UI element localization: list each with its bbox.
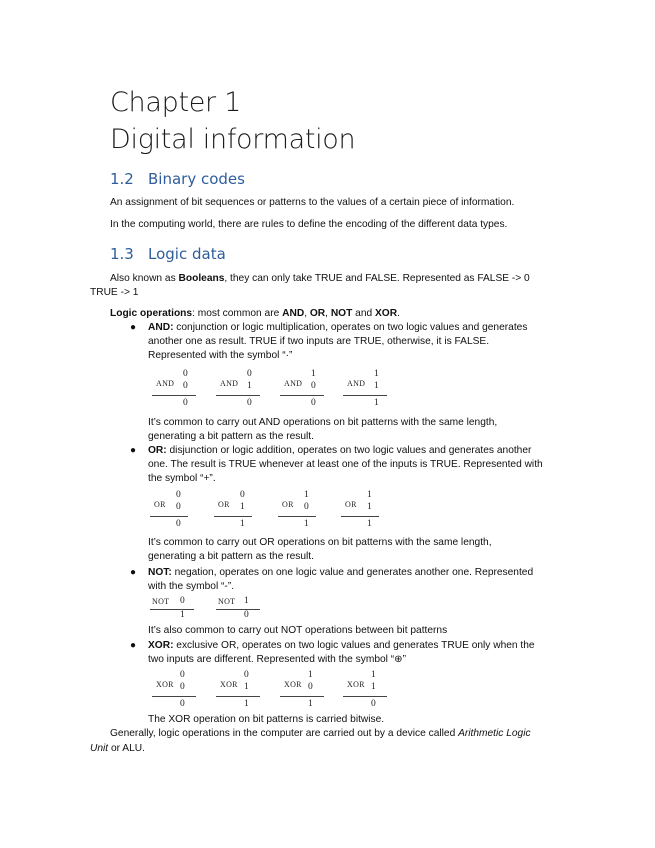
and-line-1 (148, 321, 527, 336)
table-op: NOT (218, 597, 236, 606)
table-result: 1 (304, 519, 309, 529)
binary-paragraph-1: An assignment of bit sequences or patterns to the values of a certain piece of information. (110, 197, 515, 208)
table-rule (280, 696, 324, 697)
booleans-intro (110, 272, 530, 287)
table-op: OR (154, 500, 166, 509)
bullet-glyph: ● (130, 567, 137, 578)
table-input-a: 1 (371, 670, 376, 680)
not-line-1 (148, 566, 533, 581)
or-text: disjunction or logic addition, operates on two logic values and generates another (166, 445, 532, 456)
table-op: NOT (152, 597, 170, 606)
and-truth-table-2 (216, 369, 260, 411)
logic-operations-line (110, 307, 400, 322)
table-input-b: 1 (247, 381, 252, 391)
closing-line-1 (110, 727, 531, 742)
table-input-a: 1 (244, 596, 249, 606)
ops-xor: XOR (375, 308, 398, 319)
table-input-b: 0 (311, 381, 316, 391)
alu-term-part-1: Arithmetic Logic (458, 728, 531, 739)
table-op: XOR (220, 680, 238, 689)
or-truth-table-4 (341, 490, 379, 532)
table-input-b: 0 (176, 502, 181, 512)
and-line-3: Represented with the symbol “·” (148, 350, 293, 361)
table-result: 1 (240, 519, 245, 529)
or-truth-table-2 (214, 490, 252, 532)
and-truth-table-4 (343, 369, 387, 411)
table-result: 0 (176, 519, 181, 529)
ops-sep: , (304, 308, 310, 319)
ops-text: : most common are (192, 308, 283, 319)
table-result: 0 (247, 398, 252, 408)
chapter-name: Digital information (110, 124, 356, 155)
table-rule (150, 516, 188, 517)
xor-truth-table-4 (343, 670, 387, 712)
or-truth-table-3 (278, 490, 316, 532)
table-input-a: 0 (180, 596, 185, 606)
table-op: AND (284, 379, 303, 388)
table-input-b: 0 (180, 682, 185, 692)
xor-truth-table-1 (152, 670, 196, 712)
or-line-1 (148, 444, 531, 459)
table-input-a: 0 (176, 490, 181, 500)
closing-text-end: or ALU. (108, 743, 145, 754)
table-input-a: 0 (244, 670, 249, 680)
table-result: 1 (244, 699, 249, 709)
bullet-glyph: ● (130, 445, 137, 456)
booleans-term: Booleans (178, 273, 225, 284)
table-op: XOR (347, 680, 365, 689)
table-input-b: 1 (371, 682, 376, 692)
xor-term: XOR: (148, 640, 174, 651)
xor-after-1: The XOR operation on bit patterns is carried bitwise. (148, 714, 385, 725)
table-input-a: 0 (240, 490, 245, 500)
and-truth-table-3 (280, 369, 324, 411)
not-term: NOT: (148, 567, 172, 578)
table-rule (343, 395, 387, 396)
not-line-2: with the symbol “-”. (148, 581, 235, 592)
table-rule (278, 516, 316, 517)
table-rule (216, 696, 260, 697)
table-op: XOR (284, 680, 302, 689)
xor-line-2: two inputs are different. Represented with the symbol “⊕” (148, 654, 407, 665)
intro-text-rest: , they can only take TRUE and FALSE. Represented as FALSE -> 0 (224, 273, 530, 284)
section-number: 1.2 (110, 170, 134, 188)
table-input-b: 0 (183, 381, 188, 391)
table-rule (152, 395, 196, 396)
closing-text: Generally, logic operations in the computer are carried out by a device called (110, 728, 459, 739)
table-input-a: 1 (367, 490, 372, 500)
booleans-intro-line2: TRUE -> 1 (90, 287, 139, 298)
not-truth-table-1 (150, 596, 194, 622)
not-after-1: It’s also common to carry out NOT operations between bit patterns (148, 625, 448, 636)
table-rule (343, 696, 387, 697)
table-input-a: 1 (374, 369, 379, 379)
table-op: OR (282, 500, 294, 509)
table-input-a: 0 (180, 670, 185, 680)
bullet-glyph: ● (130, 640, 137, 651)
table-input-b: 1 (244, 682, 249, 692)
table-input-b: 0 (304, 502, 309, 512)
table-result: 0 (244, 610, 249, 620)
table-rule (216, 395, 260, 396)
table-rule (216, 609, 260, 610)
table-op: XOR (156, 680, 174, 689)
table-op: OR (218, 500, 230, 509)
closing-line-2 (90, 742, 145, 757)
or-line-3: the symbol “+”. (148, 473, 216, 484)
or-term: OR: (148, 445, 167, 456)
xor-truth-table-2 (216, 670, 260, 712)
table-rule (280, 395, 324, 396)
not-text: negation, operates on one logic value and generates another one. Represented (171, 567, 534, 578)
or-after-1: It’s common to carry out OR operations on bit patterns with the same length, (148, 537, 492, 548)
and-truth-table-1 (152, 369, 196, 411)
or-after-2: generating a bit pattern as the result. (148, 551, 314, 562)
table-rule (150, 609, 194, 610)
ops-text: and (352, 308, 375, 319)
xor-text: exclusive OR, operates on two logic values and generates TRUE only when the (173, 640, 535, 651)
table-input-a: 0 (183, 369, 188, 379)
table-op: AND (220, 379, 239, 388)
ops-or: OR (309, 308, 326, 319)
table-input-a: 1 (311, 369, 316, 379)
section-heading-binary-codes (110, 170, 245, 188)
binary-paragraph-2: In the computing world, there are rules to define the encoding of the different data types. (110, 219, 508, 230)
section-heading-logic-data (110, 245, 226, 263)
table-result: 0 (180, 699, 185, 709)
alu-term-part-2: Unit (90, 743, 109, 754)
table-rule (214, 516, 252, 517)
bullet-glyph: ● (130, 322, 137, 333)
table-input-a: 0 (247, 369, 252, 379)
ops-and: AND (282, 308, 305, 319)
xor-truth-table-3 (280, 670, 324, 712)
table-result: 1 (180, 610, 185, 620)
table-input-b: 1 (240, 502, 245, 512)
table-op: OR (345, 500, 357, 509)
and-after-2: generating a bit pattern as the result. (148, 431, 314, 442)
or-line-2: one. The result is TRUE whenever at least one of the inputs is TRUE. Represented with (148, 459, 543, 470)
chapter-title (110, 84, 355, 158)
ops-sep: , (325, 308, 331, 319)
table-result: 0 (183, 398, 188, 408)
and-text: conjunction or logic multiplication, operates on two logic values and generates (173, 322, 528, 333)
chapter-number: Chapter 1 (110, 87, 242, 118)
table-rule (341, 516, 379, 517)
table-result: 1 (367, 519, 372, 529)
table-op: AND (347, 379, 366, 388)
table-input-b: 0 (308, 682, 313, 692)
section-title: Logic data (148, 245, 226, 263)
or-truth-table-1 (150, 490, 188, 532)
intro-text: Also known as (110, 273, 179, 284)
table-input-a: 1 (304, 490, 309, 500)
xor-line-1 (148, 639, 535, 654)
not-truth-table-2 (216, 596, 260, 622)
table-input-b: 1 (367, 502, 372, 512)
section-number: 1.3 (110, 245, 134, 263)
table-input-b: 1 (374, 381, 379, 391)
ops-not: NOT (330, 308, 353, 319)
table-rule (152, 696, 196, 697)
table-input-a: 1 (308, 670, 313, 680)
and-after-1: It’s common to carry out AND operations on bit patterns with the same length, (148, 417, 498, 428)
ops-text: . (397, 308, 400, 319)
and-line-2: another one as result. TRUE if two inputs are TRUE, otherwise, it is FALSE. (148, 336, 490, 347)
table-result: 0 (311, 398, 316, 408)
section-title: Binary codes (148, 170, 245, 188)
logic-operations-term: Logic operations (110, 308, 193, 319)
and-term: AND: (148, 322, 174, 333)
table-result: 1 (374, 398, 379, 408)
table-op: AND (156, 379, 175, 388)
table-result: 1 (308, 699, 313, 709)
table-result: 0 (371, 699, 376, 709)
